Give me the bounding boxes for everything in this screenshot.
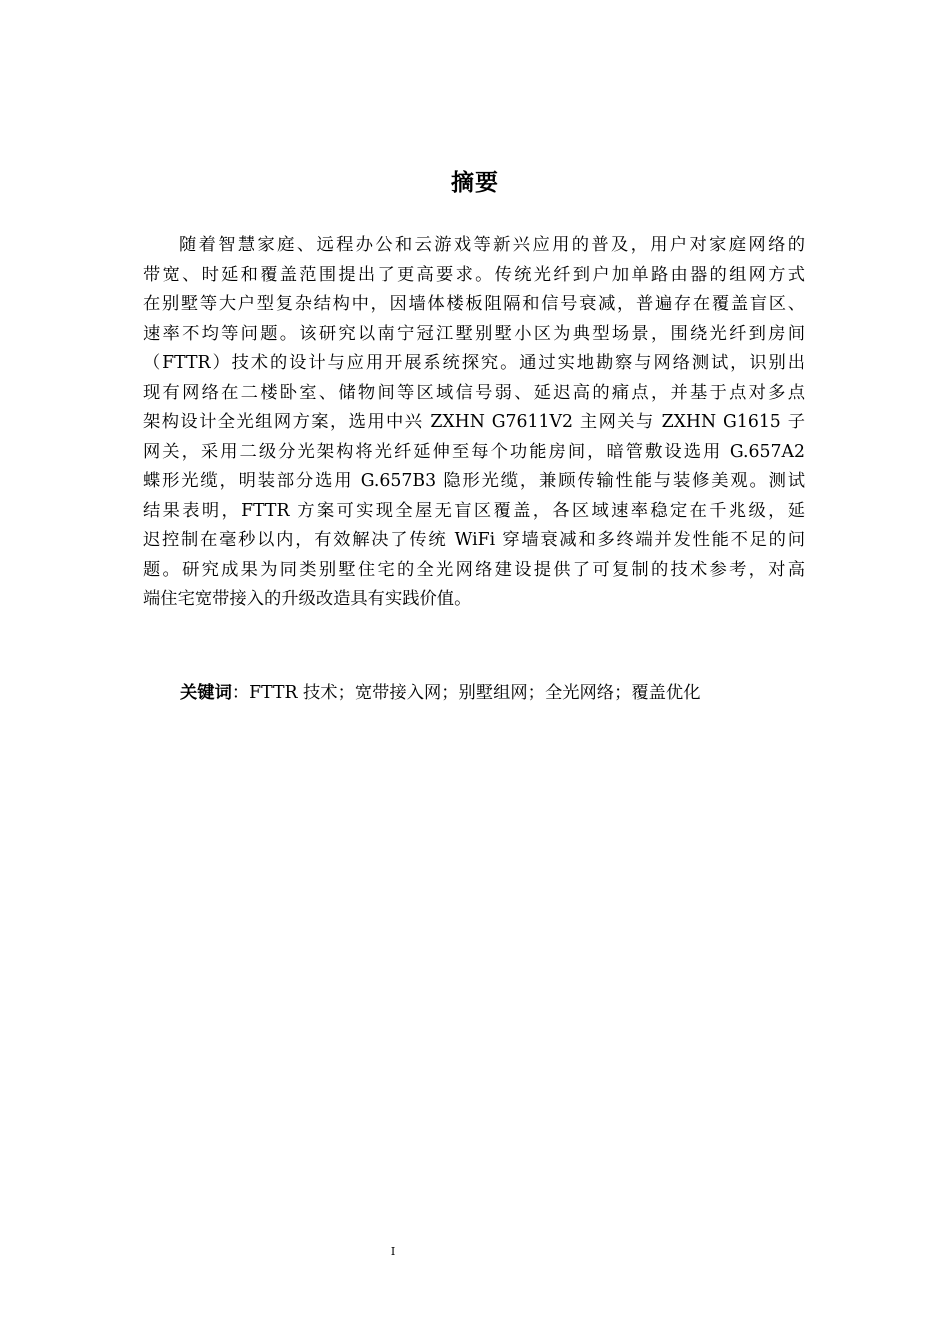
abstract-line: 带宽、时延和覆盖范围提出了更高要求。传统光纤到户加单路由器的组网方式 <box>143 264 805 285</box>
abstract-line: 题。研究成果为同类别墅住宅的全光网络建设提供了可复制的技术参考，对高 <box>143 559 805 580</box>
abstract-line: （FTTR）技术的设计与应用开展系统探究。通过实地勘察与网络测试，识别出 <box>143 353 805 373</box>
abstract-line: 端住宅宽带接入的升级改造具有实践价值。 <box>143 589 472 609</box>
keywords-text: FTTR 技术；宽带接入网；别墅组网；全光网络；覆盖优化 <box>249 683 701 703</box>
abstract-line: 在别墅等大户型复杂结构中，因墙体楼板阻隔和信号衰减，普遍存在覆盖盲区、 <box>143 294 805 314</box>
abstract-line: 速率不均等问题。该研究以南宁冠江墅别墅小区为典型场景，围绕光纤到房间 <box>143 323 805 344</box>
abstract-title: 摘要 <box>451 170 499 196</box>
abstract-line: 架构设计全光组网方案，选用中兴 ZXHN G7611V2 主网关与 ZXHN G1615 子 <box>143 412 805 432</box>
abstract-line: 蝶形光缆，明装部分选用 G.657B3 隐形光缆，兼顾传输性能与装修美观。测试 <box>143 471 805 491</box>
page-number: I <box>390 1245 396 1258</box>
abstract-line: 现有网络在二楼卧室、储物间等区域信号弱、延迟高的痛点，并基于点对多点 <box>143 382 805 403</box>
abstract-line: 随着智慧家庭、远程办公和云游戏等新兴应用的普及，用户对家庭网络的 <box>179 235 805 255</box>
keywords-separator: ： <box>231 683 250 703</box>
abstract-body <box>143 231 805 615</box>
abstract-line: 迟控制在毫秒以内，有效解决了传统 WiFi 穿墙衰减和多终端并发性能不足的问 <box>143 530 805 550</box>
keywords-line <box>180 678 701 708</box>
abstract-line: 网关，采用二级分光架构将光纤延伸至每个功能房间，暗管敷设选用 G.657A2 <box>143 441 805 462</box>
keywords-label: 关键词 <box>180 683 232 703</box>
abstract-line: 结果表明，FTTR 方案可实现全屋无盲区覆盖，各区域速率稳定在千兆级，延 <box>143 500 805 521</box>
